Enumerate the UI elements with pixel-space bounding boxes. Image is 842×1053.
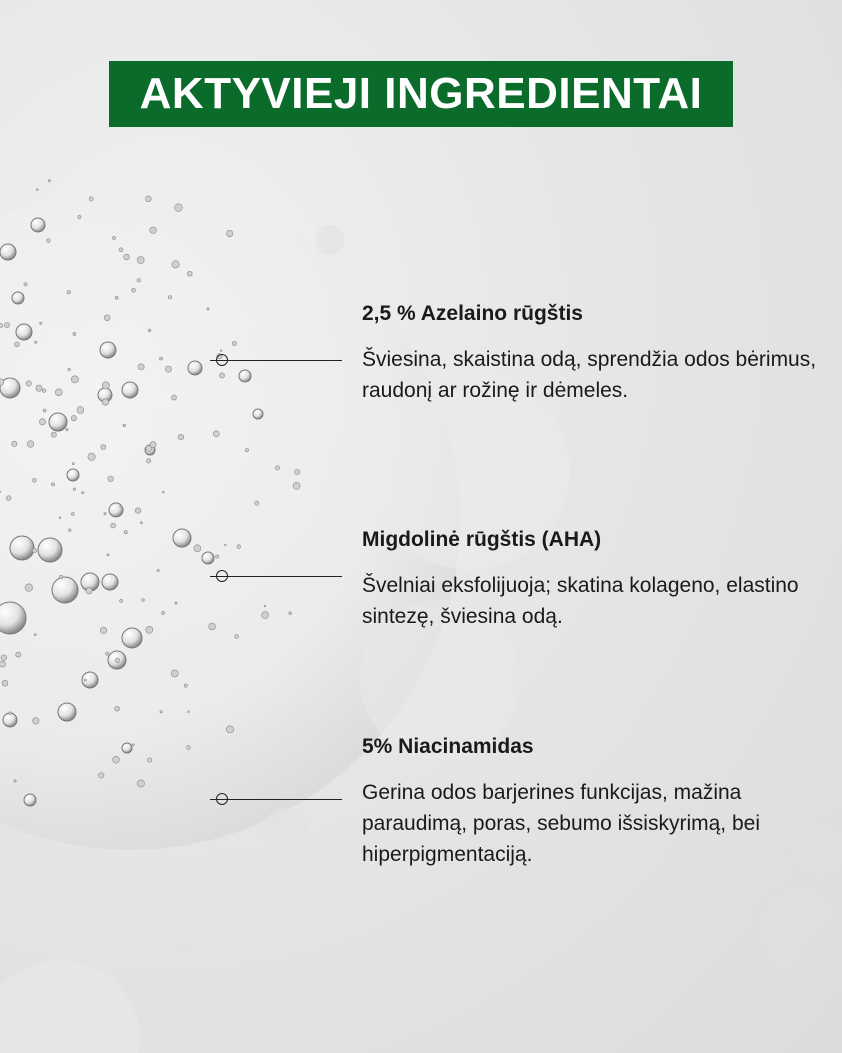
bubble xyxy=(289,612,292,615)
bubble xyxy=(124,254,130,260)
bubble xyxy=(188,361,202,375)
bubble xyxy=(4,323,9,328)
bubble xyxy=(86,588,92,594)
bubble xyxy=(1,655,7,661)
bubble xyxy=(59,575,62,578)
bubble xyxy=(33,718,39,724)
bubble xyxy=(147,459,151,463)
bubble xyxy=(168,296,171,299)
bubble xyxy=(27,441,34,448)
bubble xyxy=(99,773,104,778)
bubble xyxy=(102,399,108,405)
bubble xyxy=(275,466,279,470)
bubble xyxy=(102,574,118,590)
bubble xyxy=(102,382,109,389)
ingredient-description: Gerina odos barjerines funkcijas, mažina paraudimą, poras, sebumo išsiskyrimą, bei hiperpigmentaciją. xyxy=(362,781,760,866)
bubble xyxy=(137,279,140,282)
bubble xyxy=(120,506,122,508)
bubble xyxy=(38,538,62,562)
ingredient-name: 5% Niacinamidas xyxy=(362,735,534,758)
bubble xyxy=(150,227,157,234)
connector-dot xyxy=(216,793,228,805)
bubble xyxy=(120,599,123,602)
bubble xyxy=(111,523,116,528)
bubble xyxy=(184,684,187,687)
bubble xyxy=(209,623,216,630)
bubble xyxy=(12,292,24,304)
bubble xyxy=(16,652,21,657)
connector-line xyxy=(210,360,342,361)
bubble xyxy=(172,261,179,268)
bubble xyxy=(42,389,46,393)
bubble xyxy=(160,711,162,713)
bubble xyxy=(113,756,120,763)
bubble xyxy=(26,381,31,386)
bubble xyxy=(165,366,171,372)
bubble xyxy=(122,743,132,753)
connector-azelaic xyxy=(210,354,342,368)
bubble xyxy=(148,329,151,332)
bubble xyxy=(34,634,36,636)
bubble xyxy=(137,257,144,264)
bubble xyxy=(51,432,56,437)
bubble xyxy=(109,503,123,517)
bubble xyxy=(172,395,177,400)
bubble xyxy=(59,517,61,519)
ingredient-description: Šviesina, skaistina odą, sprendžia odos bėrimus, raudonį ar rožinę ir dėmeles. xyxy=(362,348,817,402)
bubble xyxy=(10,536,34,560)
bubble xyxy=(188,711,190,713)
bubble xyxy=(142,599,145,602)
bubble xyxy=(187,746,191,750)
bubble xyxy=(115,706,120,711)
bubble xyxy=(124,531,127,534)
bubble xyxy=(33,478,37,482)
bubble xyxy=(138,364,144,370)
bubble xyxy=(104,513,106,515)
bubble xyxy=(72,463,74,465)
bubble xyxy=(58,703,76,721)
bubble xyxy=(100,627,106,633)
bubble xyxy=(115,658,120,663)
bubble xyxy=(107,554,109,556)
bubble xyxy=(52,577,78,603)
bubble xyxy=(135,508,141,514)
bubble xyxy=(66,428,68,430)
bubble xyxy=(88,453,95,460)
bubble xyxy=(16,324,32,340)
bubble xyxy=(36,189,38,191)
bubble xyxy=(216,555,219,558)
bubble xyxy=(162,611,165,614)
bubble xyxy=(146,196,152,202)
bubble xyxy=(31,218,45,232)
ingredient-mandelic-acid xyxy=(362,528,822,632)
bubble xyxy=(77,407,84,414)
bubble xyxy=(157,569,159,571)
bubble xyxy=(108,476,114,482)
bubble xyxy=(132,744,134,746)
bubble xyxy=(202,552,214,564)
bubble xyxy=(101,445,106,450)
bubble xyxy=(84,679,86,681)
bubble xyxy=(253,409,263,419)
bubble xyxy=(0,244,16,260)
bubble xyxy=(227,230,233,236)
title-banner xyxy=(109,61,733,127)
bubble xyxy=(132,288,136,292)
bubble xyxy=(175,204,183,212)
connector-line xyxy=(210,799,342,800)
bubble xyxy=(15,342,20,347)
bubble xyxy=(32,549,36,553)
bubble xyxy=(175,602,177,604)
ingredient-niacinamide xyxy=(362,735,822,870)
bubble xyxy=(224,544,226,546)
bubble xyxy=(148,758,152,762)
bubble xyxy=(171,670,178,677)
bubble xyxy=(173,529,191,547)
bubble xyxy=(36,385,42,391)
bubble xyxy=(106,652,109,655)
bubble xyxy=(160,357,163,360)
bubble xyxy=(78,215,81,218)
bubble xyxy=(146,626,153,633)
ingredient-name: Migdolinė rūgštis (AHA) xyxy=(362,528,602,551)
bubble xyxy=(2,680,8,686)
bubble xyxy=(220,350,222,352)
bubble xyxy=(47,239,51,243)
bubble xyxy=(235,635,239,639)
bubble xyxy=(137,780,144,787)
bubble xyxy=(69,529,72,532)
ingredient-name: 2,5 % Azelaino rūgštis xyxy=(362,302,583,325)
bubble xyxy=(178,434,184,440)
bubble xyxy=(122,628,142,648)
connector-dot xyxy=(216,354,228,366)
bubble xyxy=(123,424,126,427)
bubble xyxy=(255,501,259,505)
bubble xyxy=(219,373,224,378)
bubble xyxy=(67,291,70,294)
ingredient-azelaic-acid xyxy=(362,302,822,406)
bubble xyxy=(0,491,1,493)
bubble xyxy=(71,376,78,383)
bubble xyxy=(68,368,70,370)
bubble xyxy=(122,382,138,398)
bubble xyxy=(293,482,300,489)
connector-mandelic xyxy=(210,570,342,584)
bubble xyxy=(104,315,110,321)
bubble xyxy=(71,415,76,420)
bubble xyxy=(49,413,67,431)
bubble xyxy=(0,379,4,386)
bubble xyxy=(295,469,300,474)
bubble xyxy=(0,661,6,667)
bubble xyxy=(232,341,236,345)
bubble xyxy=(239,370,251,382)
bubble xyxy=(89,197,93,201)
bubble xyxy=(9,712,12,715)
bubble xyxy=(115,296,118,299)
bubble xyxy=(48,180,50,182)
bubble xyxy=(14,780,16,782)
connector-niacinamide xyxy=(210,793,342,807)
bubble xyxy=(226,726,233,733)
bubble xyxy=(213,431,219,437)
bubble xyxy=(40,322,42,324)
bubble xyxy=(187,271,192,276)
bubble xyxy=(55,389,62,396)
ingredient-description: Švelniai eksfolijuoja; skatina kolageno, elastino sintezę, šviesina odą. xyxy=(362,574,799,628)
bubble xyxy=(264,605,266,607)
page-title: AKTYVIEJI INGREDIENTAI xyxy=(139,69,703,118)
bubble xyxy=(113,236,116,239)
bubble xyxy=(3,713,17,727)
bubble xyxy=(194,545,201,552)
bubble xyxy=(150,442,156,448)
bubble xyxy=(6,496,11,501)
bubble xyxy=(71,513,74,516)
bubble xyxy=(24,794,36,806)
bubble xyxy=(237,545,241,549)
bubble xyxy=(12,441,17,446)
bubble xyxy=(119,248,123,252)
bubble xyxy=(162,491,164,493)
bubble xyxy=(100,342,116,358)
bubble xyxy=(35,341,37,343)
bubble xyxy=(0,324,3,328)
bubble xyxy=(73,488,75,490)
bubble xyxy=(82,492,84,494)
bubble xyxy=(262,612,269,619)
bubble xyxy=(140,522,142,524)
bubble xyxy=(24,283,27,286)
bubble xyxy=(43,409,46,412)
connector-line xyxy=(210,576,342,577)
bubble xyxy=(51,483,54,486)
bubble xyxy=(39,419,45,425)
bubble xyxy=(245,449,248,452)
bubble xyxy=(207,308,209,310)
connector-dot xyxy=(216,570,228,582)
bubble xyxy=(0,602,26,634)
bubble xyxy=(25,584,33,592)
bubble xyxy=(73,332,76,335)
bubble xyxy=(67,469,79,481)
